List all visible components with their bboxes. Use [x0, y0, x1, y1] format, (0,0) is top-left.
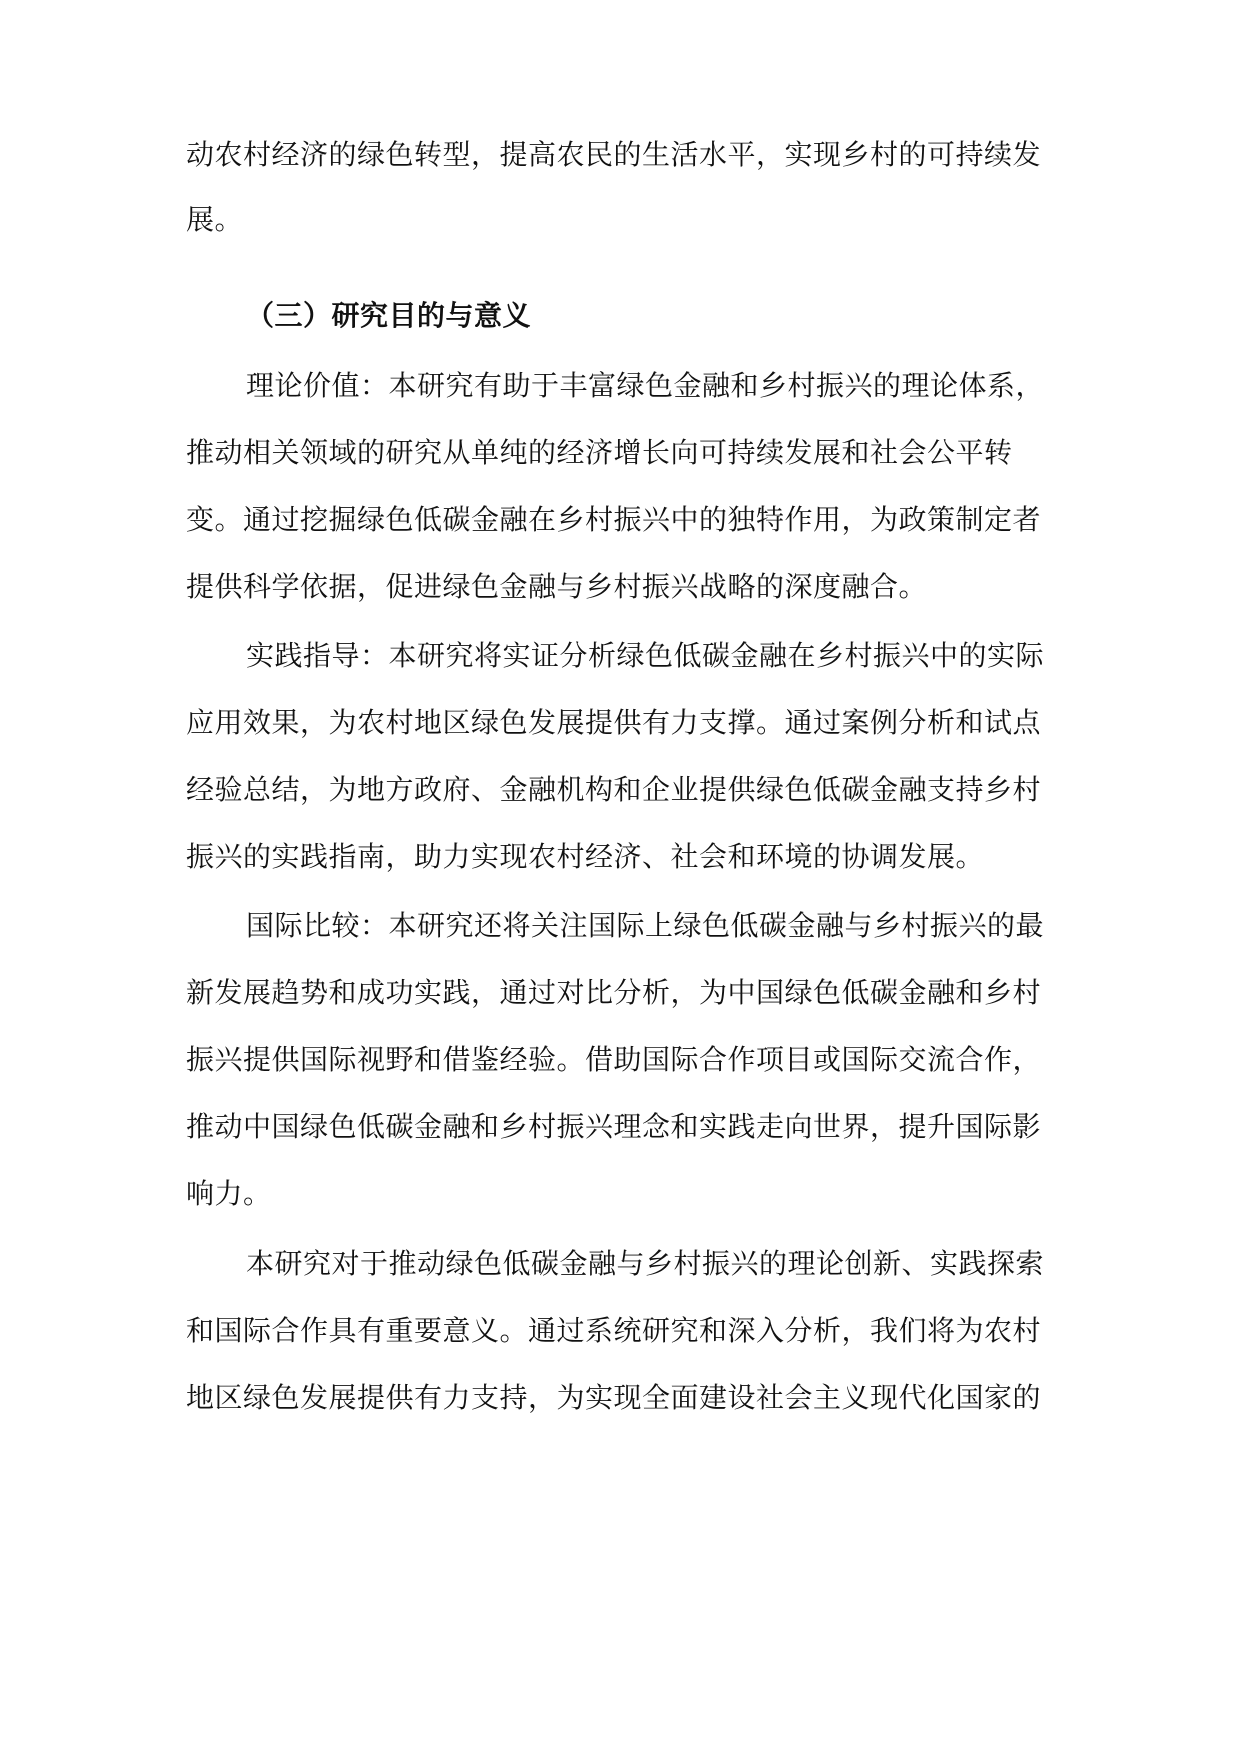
- international-paragraph-line-1: 国际比较：本研究还将关注国际上绿色低碳金融与乡村振兴的最: [246, 909, 1045, 942]
- practice-paragraph-line-3: 经验总结，为地方政府、金融机构和企业提供绿色低碳金融支持乡村: [186, 773, 1042, 806]
- theory-paragraph-line-4: 提供科学依据，促进绿色金融与乡村振兴战略的深度融合。: [186, 570, 928, 603]
- theory-paragraph-line-2: 推动相关领域的研究从单纯的经济增长向可持续发展和社会公平转: [186, 436, 1013, 469]
- section-heading: （三）研究目的与意义: [246, 299, 532, 332]
- theory-paragraph-line-3: 变。通过挖掘绿色低碳金融在乡村振兴中的独特作用，为政策制定者: [186, 503, 1042, 536]
- summary-paragraph-line-3: 地区绿色发展提供有力支持，为实现全面建设社会主义现代化国家的: [186, 1381, 1042, 1414]
- theory-paragraph-line-1: 理论价值：本研究有助于丰富绿色金融和乡村振兴的理论体系，: [246, 369, 1045, 402]
- international-paragraph-line-5: 响力。: [186, 1177, 272, 1210]
- summary-paragraph-line-2: 和国际合作具有重要意义。通过系统研究和深入分析，我们将为农村: [186, 1314, 1042, 1347]
- practice-paragraph-line-4: 振兴的实践指南，助力实现农村经济、社会和环境的协调发展。: [186, 840, 985, 873]
- practice-paragraph-line-1: 实践指导：本研究将实证分析绿色低碳金融在乡村振兴中的实际: [246, 639, 1045, 672]
- international-paragraph-line-2: 新发展趋势和成功实践，通过对比分析，为中国绿色低碳金融和乡村: [186, 976, 1042, 1009]
- carryover-line-1: 动农村经济的绿色转型，提高农民的生活水平，实现乡村的可持续发: [186, 138, 1042, 171]
- carryover-line-2: 展。: [186, 203, 244, 236]
- international-paragraph-line-4: 推动中国绿色低碳金融和乡村振兴理念和实践走向世界，提升国际影: [186, 1110, 1042, 1143]
- practice-paragraph-line-2: 应用效果，为农村地区绿色发展提供有力支撑。通过案例分析和试点: [186, 706, 1042, 739]
- summary-paragraph-line-1: 本研究对于推动绿色低碳金融与乡村振兴的理论创新、实践探索: [246, 1247, 1045, 1280]
- international-paragraph-line-3: 振兴提供国际视野和借鉴经验。借助国际合作项目或国际交流合作，: [186, 1043, 1042, 1076]
